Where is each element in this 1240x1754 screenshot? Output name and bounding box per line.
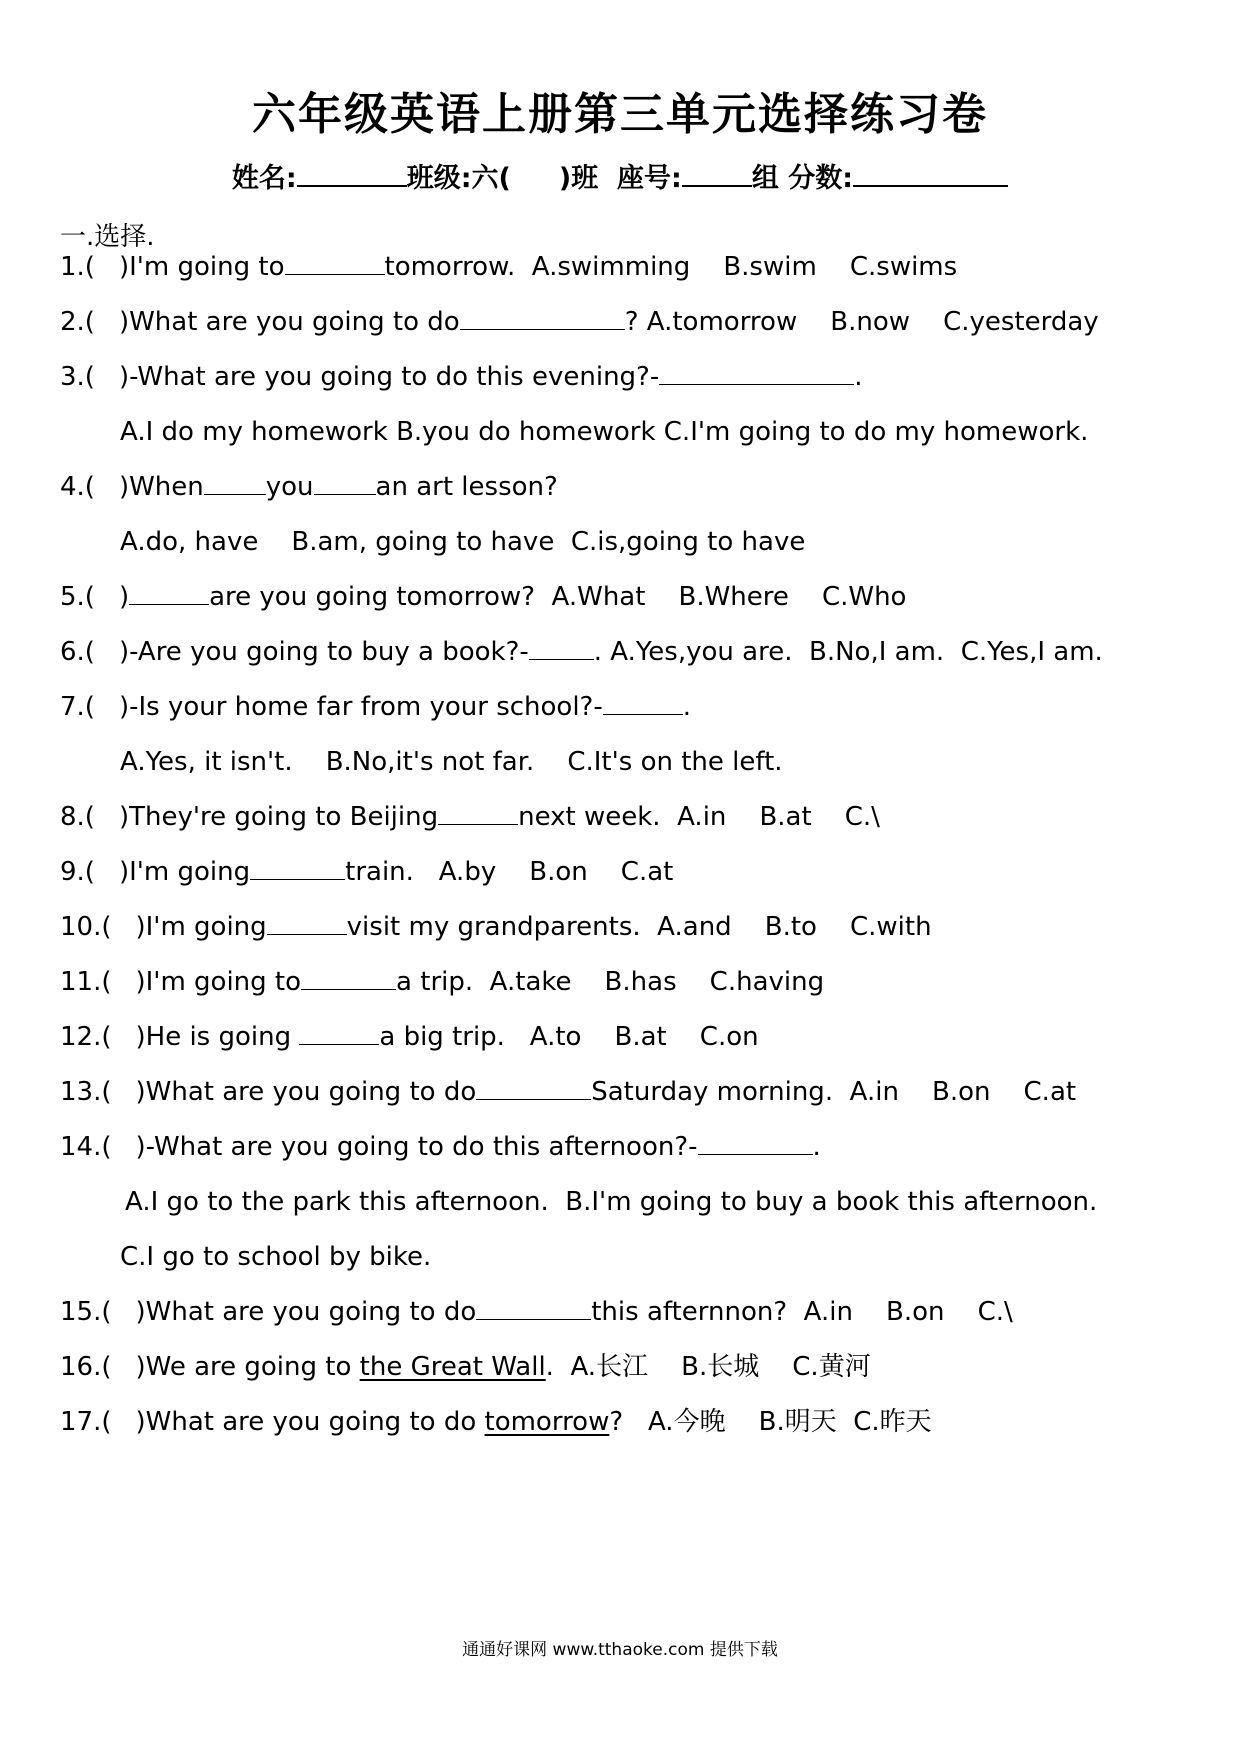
question-3 — [60, 360, 863, 394]
question-text: . — [593, 637, 603, 667]
question-12 — [60, 1020, 759, 1054]
class-label: 班级:六( — [406, 163, 511, 194]
question-9 — [60, 855, 673, 889]
question-1 — [60, 250, 957, 284]
question-number: 2.( — [60, 307, 95, 337]
question-text: )-Are you going to buy a book?- — [118, 637, 529, 667]
answer-blank — [603, 690, 683, 715]
question-text: an art lesson? — [375, 472, 558, 502]
answer-options: A.今晚 B.明天 C.昨天 — [647, 1407, 932, 1437]
question-text: . — [854, 362, 863, 392]
question-text: )They're going to Beijing — [118, 802, 439, 832]
answer-blank — [659, 360, 854, 385]
answer-blank — [529, 635, 594, 660]
question-text: )-What are you going to do this afternoon?- — [135, 1132, 698, 1162]
question-14-options-line-1: A.I go to the park this afternoon. B.I'm going to buy a book this afternoon. — [125, 1187, 1098, 1217]
question-text: )What are you going to do — [135, 1077, 477, 1107]
answer-options: A.take B.has C.having — [489, 967, 825, 997]
answer-options: A.and B.to C.with — [657, 912, 932, 942]
question-text: ) — [118, 582, 130, 612]
question-number: 6.( — [60, 637, 95, 667]
question-number: 8.( — [60, 802, 95, 832]
student-info-line — [0, 156, 1240, 195]
page-title: 六年级英语上册第三单元选择练习卷 — [252, 89, 988, 140]
question-7 — [60, 690, 691, 724]
question-text: ? — [624, 307, 639, 337]
question-number: 14.( — [60, 1132, 112, 1162]
question-14-options-line-2: C.I go to school by bike. — [120, 1242, 432, 1272]
seat-label: 座号: — [617, 163, 682, 194]
answer-options: A.in B.on C.at — [849, 1077, 1077, 1107]
question-text: )I'm going — [118, 857, 251, 887]
question-text: train. — [345, 857, 414, 887]
underlined-phrase: tomorrow — [484, 1407, 610, 1437]
question-text: a trip. — [396, 967, 474, 997]
question-text: tomorrow. — [384, 252, 516, 282]
question-7-options: A.Yes, it isn't. B.No,it's not far. C.It's on the left. — [120, 747, 783, 777]
question-number: 9.( — [60, 857, 95, 887]
question-16 — [60, 1350, 871, 1384]
name-label: 姓名: — [231, 163, 297, 194]
question-text: )We are going to — [135, 1352, 360, 1382]
question-number: 12.( — [60, 1022, 112, 1052]
seat-blank — [682, 159, 752, 187]
answer-blank — [460, 305, 625, 330]
group-label: 组 — [751, 163, 779, 194]
answer-options: A.swimming B.swim C.swims — [531, 252, 958, 282]
answer-blank — [301, 965, 396, 990]
question-text: . — [682, 692, 691, 722]
answer-blank — [129, 580, 209, 605]
question-number: 3.( — [60, 362, 95, 392]
question-text: visit my grandparents. — [346, 912, 641, 942]
question-text: )I'm going — [135, 912, 267, 942]
section-heading: 一.选择. — [60, 222, 155, 252]
question-17 — [60, 1405, 932, 1439]
question-15 — [60, 1295, 1013, 1329]
answer-blank — [476, 1295, 591, 1320]
answer-blank — [267, 910, 347, 935]
question-text: Saturday morning. — [591, 1077, 834, 1107]
question-number: 15.( — [60, 1297, 112, 1327]
answer-blank — [299, 1020, 379, 1045]
question-14 — [60, 1130, 821, 1164]
question-text: )-Is your home far from your school?- — [118, 692, 603, 722]
question-text: )I'm going to — [118, 252, 285, 282]
question-6 — [60, 635, 1103, 669]
question-number: 17.( — [60, 1407, 112, 1437]
answer-blank — [698, 1130, 813, 1155]
question-number: 4.( — [60, 472, 95, 502]
question-number: 16.( — [60, 1352, 112, 1382]
question-text: )-What are you going to do this evening?- — [118, 362, 660, 392]
answer-blank — [285, 250, 385, 275]
question-text: you — [265, 472, 314, 502]
answer-options: A.in B.at C.\ — [677, 802, 880, 832]
answer-options: A.What B.Where C.Who — [551, 582, 907, 612]
answer-blank — [476, 1075, 591, 1100]
question-13 — [60, 1075, 1076, 1109]
question-3-options: A.I do my homework B.you do homework C.I'm going to do my homework. — [120, 417, 1089, 447]
question-10 — [60, 910, 932, 944]
question-number: 10.( — [60, 912, 112, 942]
question-text: . — [545, 1352, 554, 1382]
answer-options: A.tomorrow B.now C.yesterday — [646, 307, 1099, 337]
question-text: )What are you going to do — [118, 307, 460, 337]
question-4-options: A.do, have B.am, going to have C.is,going to have — [120, 527, 806, 557]
question-8 — [60, 800, 880, 834]
underlined-phrase: the Great Wall — [359, 1352, 546, 1382]
score-blank — [853, 159, 1008, 187]
question-4 — [60, 470, 558, 504]
question-text: ? — [609, 1407, 624, 1437]
question-number: 11.( — [60, 967, 112, 997]
question-text: )What are you going to do — [135, 1407, 485, 1437]
question-text: a big trip. — [379, 1022, 505, 1052]
question-text: )He is going — [135, 1022, 292, 1052]
answer-options: A.Yes,you are. B.No,I am. C.Yes,I am. — [610, 637, 1103, 667]
question-text: )What are you going to do — [135, 1297, 477, 1327]
class-suffix: )班 — [558, 163, 599, 194]
answer-blank — [314, 470, 376, 495]
answer-blank — [250, 855, 345, 880]
answer-options: A.by B.on C.at — [438, 857, 674, 887]
question-5 — [60, 580, 906, 614]
question-text: are you going tomorrow? — [209, 582, 535, 612]
question-11 — [60, 965, 824, 999]
question-text: )When — [118, 472, 204, 502]
question-number: 5.( — [60, 582, 95, 612]
name-blank — [297, 159, 407, 187]
question-2 — [60, 305, 1099, 339]
answer-options: A.to B.at C.on — [529, 1022, 759, 1052]
question-text: )I'm going to — [135, 967, 302, 997]
question-number: 13.( — [60, 1077, 112, 1107]
answer-blank — [438, 800, 518, 825]
footer-credit: 通通好课网 www.tthaoke.com 提供下载 — [462, 1640, 778, 1660]
answer-options: A.长江 B.长城 C.黄河 — [570, 1352, 871, 1382]
question-number: 1.( — [60, 252, 95, 282]
answer-options: A.in B.on C.\ — [803, 1297, 1013, 1327]
question-text: . — [812, 1132, 821, 1162]
answer-blank — [204, 470, 266, 495]
question-text: next week. — [518, 802, 661, 832]
score-label: 分数: — [788, 163, 854, 194]
question-text: this afternnon? — [591, 1297, 788, 1327]
question-number: 7.( — [60, 692, 95, 722]
